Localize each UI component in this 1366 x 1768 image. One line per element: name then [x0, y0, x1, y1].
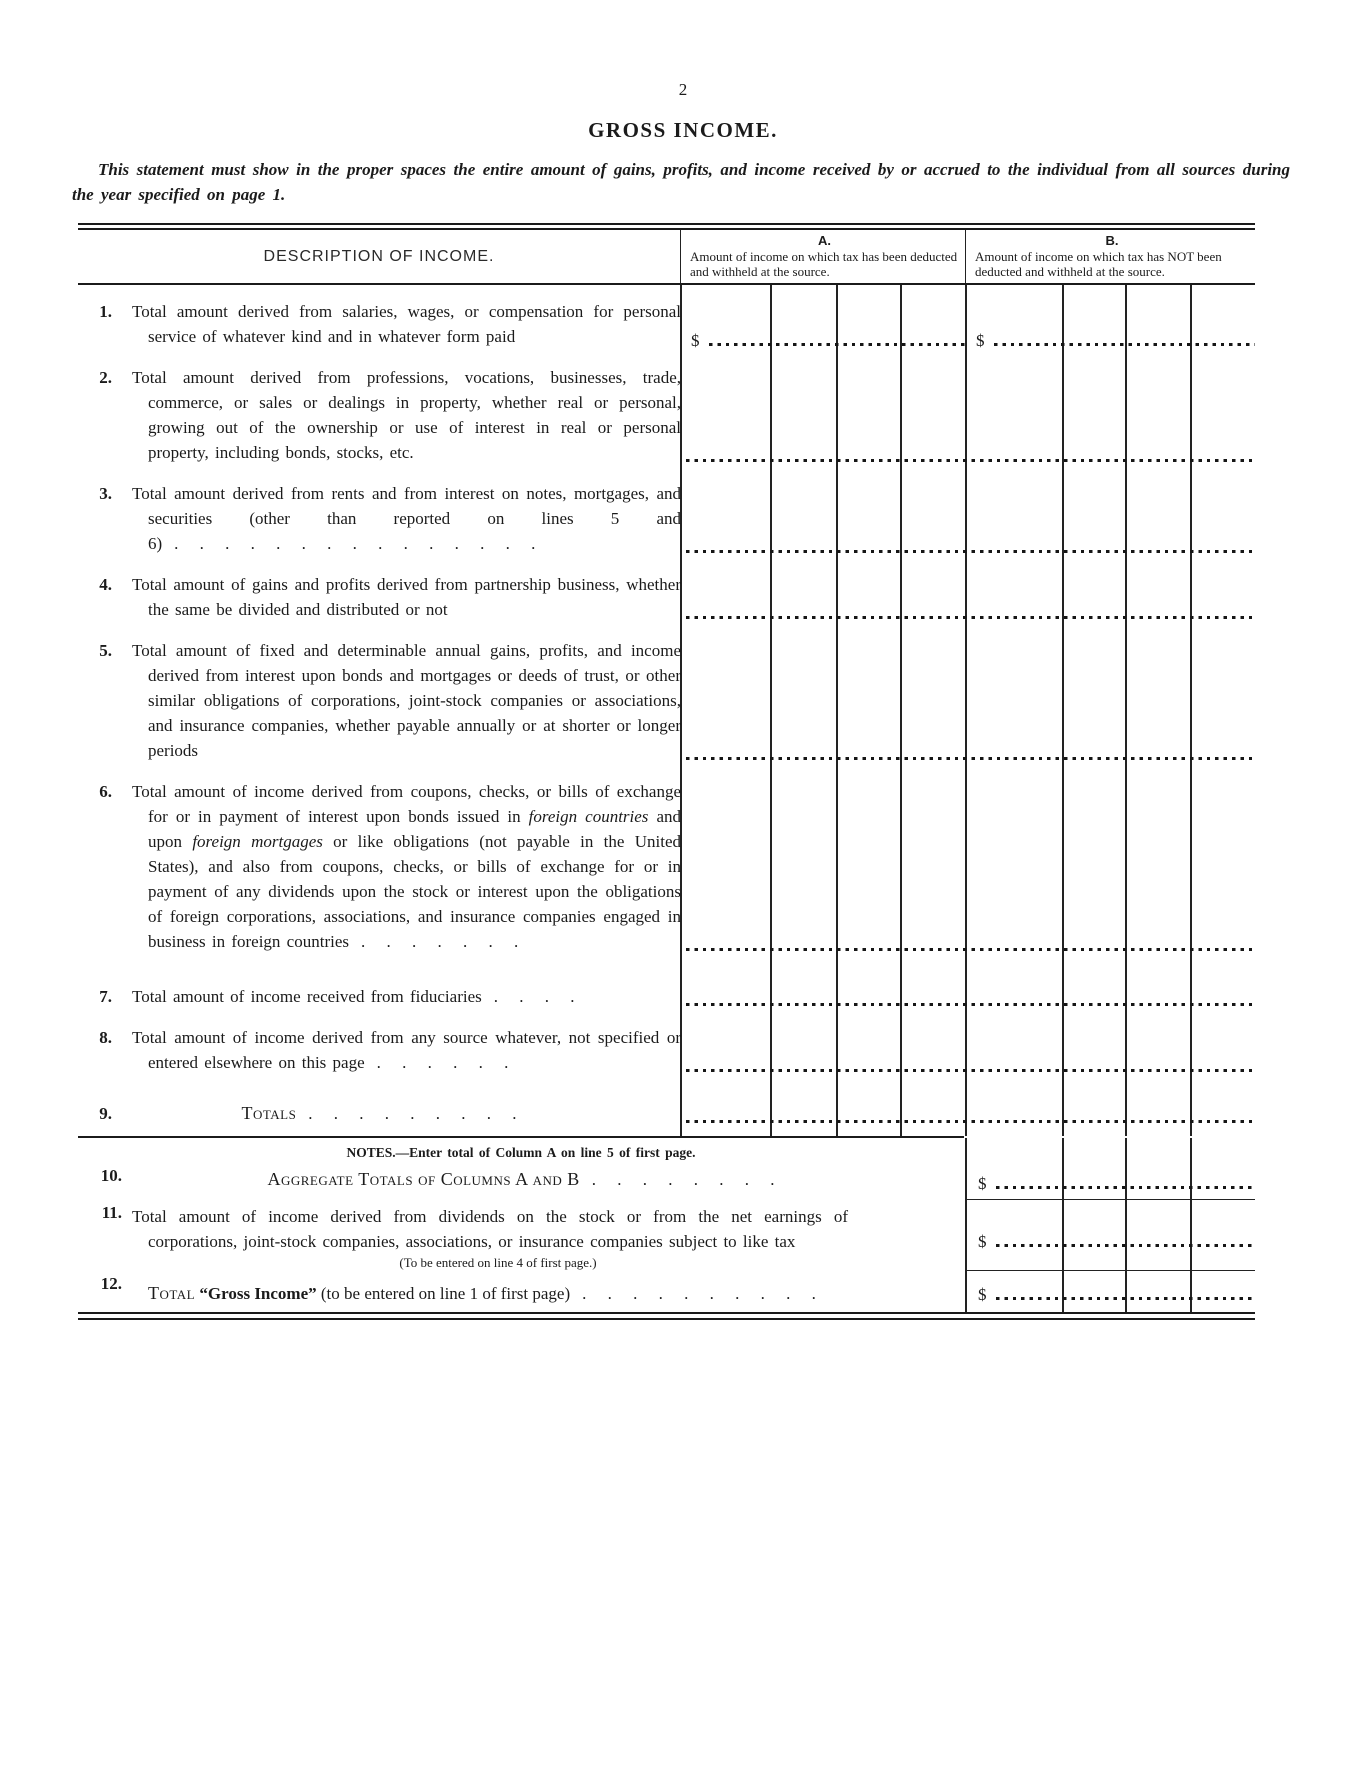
- row-text-segment: Aggregate Totals of Columns A and B: [267, 1169, 580, 1189]
- notes-line: NOTES.—Enter total of Column A on line 5 of first page.: [346, 1145, 696, 1160]
- amount-entry-line: [686, 1069, 1255, 1072]
- row-text-segment: or like obligations (not payable in the United States), and also from coupons, checks, or bills of exchange for or in payment of any dividends upon the stock or interest upon the obligations of foreign corporations, associations, and insurance companies engaged in business in foreign countries: [148, 832, 681, 951]
- dollar-sign: $: [978, 1174, 987, 1193]
- income-row-4: [78, 572, 1255, 622]
- row-number: 9.: [99, 1104, 112, 1123]
- instruction-text: This statement must show in the proper spaces the entire amount of gains, profits, and income received by or accrued to the individual from all sources during the year specified on page 1.: [72, 160, 1290, 204]
- row-number: 10.: [100, 1166, 122, 1185]
- row-text-segment: Total amount of income received from fiduciaries: [132, 987, 482, 1006]
- row-text-segment: Total: [148, 1283, 196, 1303]
- amount-entry-segment: [965, 333, 1255, 348]
- amount-entry-segment: [680, 550, 1255, 555]
- leader-dots: . . . . . . .: [361, 932, 519, 951]
- income-row-12: [78, 1271, 1034, 1312]
- row-description: [132, 779, 682, 954]
- amount-entry-area: [680, 550, 1255, 555]
- amount-entry-segment: [967, 1176, 1255, 1191]
- column-a-subtitle: Amount of income on which tax has been deducted and withheld at the source.: [690, 249, 958, 279]
- aggregate-totals-row-block: [78, 1138, 1255, 1200]
- amount-entry-line: [686, 1120, 1255, 1123]
- amount-entry-segment: [680, 948, 1255, 953]
- row-text-segment: Total amount of income derived from any source whatever, not specified or entered elsewhere on this page: [132, 1028, 681, 1072]
- amount-entry-line: [686, 757, 1255, 760]
- row-number: 4.: [99, 575, 112, 594]
- amount-entry-line: [686, 1003, 1255, 1006]
- row-text-segment: Total amount derived from rents and from interest on notes, mortgages, and securities (other than reported on lines 5 and 6): [132, 484, 681, 553]
- row-text-segment: Total amount of fixed and determinable annual gains, profits, and income derived from interest upon bonds and mortgages or deeds of trust, or other similar obligations of corporations, joint-stock companies or associations, and insurance companies, whether payable annually or at shorter or longer periods: [132, 641, 681, 760]
- amount-entry-segment: [967, 1287, 1255, 1302]
- amount-entry-segment: [680, 757, 1255, 762]
- amount-entry-area: [967, 1287, 1255, 1302]
- row-description: [132, 572, 681, 622]
- amount-entry-area: [967, 1176, 1255, 1191]
- table-bottom-section: [78, 1138, 1255, 1312]
- row-text-segment: Total amount derived from professions, vocations, businesses, trade, commerce, or sales or dealings in property, whether real or personal, growing out of the ownership or use of interest in real or personal property, including bonds, stocks, etc.: [132, 368, 681, 462]
- income-row-3: [78, 481, 1255, 556]
- income-row-11: [78, 1200, 964, 1271]
- income-row-1: [78, 299, 1255, 349]
- income-table-body: [78, 285, 1255, 1136]
- table-top-rule: [78, 223, 1255, 230]
- leader-dots: . . . .: [493, 987, 575, 1006]
- leader-dots: . . . . . . . . .: [308, 1104, 517, 1123]
- row-number: 2.: [99, 368, 112, 387]
- amount-entry-line: [686, 616, 1255, 619]
- amount-entry-area: [680, 1003, 1255, 1008]
- dividends-row-block: [78, 1200, 1255, 1271]
- dollar-sign: $: [976, 331, 985, 350]
- amount-entry-segment: [680, 1069, 1255, 1074]
- amount-entry-area: [680, 1069, 1255, 1074]
- dollar-sign: $: [978, 1232, 987, 1251]
- row-description: [132, 299, 681, 349]
- row-text-segment: Total amount of income derived from coupons, checks, or bills of exchange for or in payment of interest upon bonds issued in: [132, 782, 681, 826]
- description-column-header: DESCRIPTION OF INCOME.: [263, 247, 495, 265]
- row-number: 3.: [99, 484, 112, 503]
- row-number: 8.: [99, 1028, 112, 1047]
- column-a-header: [680, 230, 965, 283]
- row-text-segment: Total amount of income derived from dividends on the stock or from the net earnings of corporations, joint-stock companies, associations, or insurance companies subject to like tax: [132, 1207, 848, 1251]
- income-row-9: [78, 1101, 1255, 1126]
- leader-dots: . . . . . . . . . . . . . . .: [174, 534, 536, 553]
- amount-entry-line: [996, 1244, 1256, 1247]
- amount-entry-line: [686, 550, 1255, 553]
- income-row-2: [78, 365, 1255, 465]
- column-b-subtitle: Amount of income on which tax has NOT been deducted and withheld at the source.: [975, 249, 1222, 279]
- amount-entry-area: [680, 757, 1255, 762]
- income-row-6: [78, 779, 1255, 954]
- row-description: [132, 365, 681, 465]
- row-number: 6.: [99, 782, 112, 801]
- row-number: 12.: [100, 1274, 122, 1293]
- row-text-segment: and upon: [148, 807, 682, 851]
- table-header-row: [78, 230, 1255, 283]
- amount-entry-area: [680, 459, 1255, 464]
- leader-dots: . . . . . . . . . .: [582, 1284, 816, 1303]
- leader-dots: . . . . . .: [376, 1053, 509, 1072]
- amount-entry-segment: [680, 1003, 1255, 1008]
- row-text-segment: Total amount of gains and profits derived from partnership business, whether the same be divided and distributed or not: [132, 575, 681, 619]
- amount-entry-segment: [680, 459, 1255, 464]
- amount-entry-segment: [680, 616, 1255, 621]
- amount-entry-area: [680, 948, 1255, 953]
- income-row-10: [78, 1163, 964, 1200]
- row-description: [132, 481, 681, 556]
- row-text-segment: foreign mortgages: [192, 832, 323, 851]
- row-description: [148, 1284, 816, 1303]
- dollar-sign: $: [691, 331, 700, 350]
- row-description: [132, 1025, 681, 1075]
- row-text-segment: “Gross Income”: [195, 1284, 321, 1303]
- column-a-label: A.: [818, 233, 831, 248]
- row-description: [78, 1101, 680, 1126]
- amount-entry-area: [967, 1234, 1255, 1249]
- row-number: 7.: [99, 987, 112, 1006]
- page-title: GROSS INCOME.: [588, 118, 778, 142]
- amount-entry-area: [680, 333, 1255, 348]
- amount-entry-segment: [680, 333, 965, 348]
- row-description: [267, 1170, 774, 1189]
- income-row-5: [78, 638, 1255, 763]
- column-b-label: B.: [1105, 233, 1119, 248]
- row-text-segment: (to be entered on line 1 of first page): [320, 1284, 571, 1303]
- gross-income-table: [78, 223, 1255, 1320]
- column-b-header: [965, 230, 1255, 283]
- row-number: 5.: [99, 641, 112, 660]
- amount-entry-segment: [967, 1234, 1255, 1249]
- gross-income-total-row-block: [78, 1271, 1255, 1312]
- amount-entry-line: [686, 459, 1255, 462]
- income-row-8: [78, 1025, 1255, 1075]
- income-row-7: [78, 984, 1255, 1009]
- row-description: [132, 638, 681, 763]
- row-number: 1.: [99, 302, 112, 321]
- amount-entry-area: [680, 1120, 1255, 1125]
- amount-entry-line: [686, 948, 1255, 951]
- row-text-segment: foreign countries: [528, 807, 649, 826]
- row-description: [132, 1200, 848, 1254]
- row-number: 11.: [101, 1203, 122, 1222]
- amount-entry-line: [709, 343, 966, 346]
- row-text-segment: Totals: [241, 1103, 297, 1123]
- amount-entry-line: [996, 1186, 1256, 1189]
- row-text-segment: Total amount derived from salaries, wages, or compensation for personal service of whatever kind and in whatever form paid: [132, 302, 681, 346]
- table-bottom-rule: [78, 1312, 1255, 1320]
- amount-entry-area: [680, 616, 1255, 621]
- amount-entry-line: [994, 343, 1256, 346]
- amount-entry-line: [996, 1297, 1256, 1300]
- dollar-sign: $: [978, 1285, 987, 1304]
- amount-entry-segment: [680, 1120, 1255, 1125]
- row-description: [132, 984, 681, 1009]
- page-number: 2: [678, 80, 688, 99]
- row-subnote: (To be entered on line 4 of first page.): [399, 1255, 597, 1270]
- leader-dots: . . . . . . . .: [591, 1170, 775, 1189]
